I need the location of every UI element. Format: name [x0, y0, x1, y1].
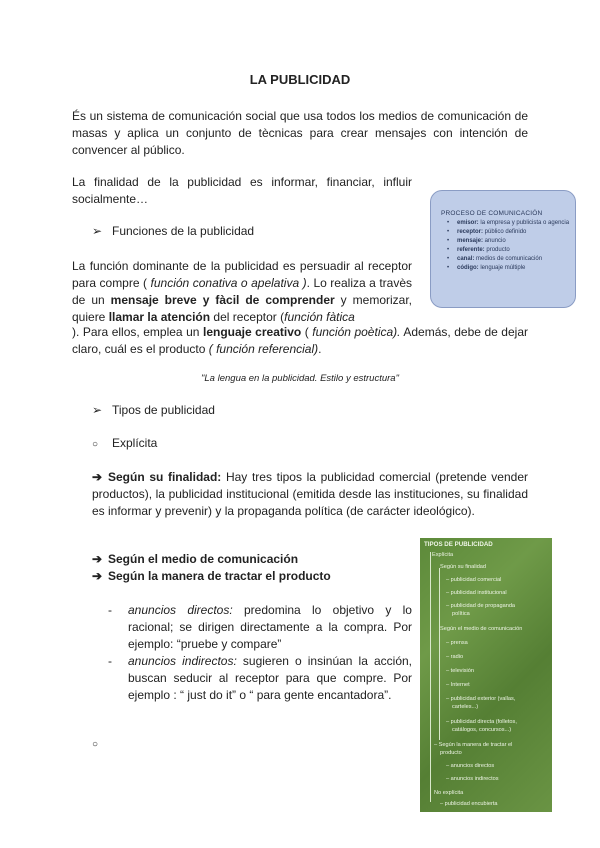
segun-medio-item: ➔ Según el medio de comunicación: [92, 552, 299, 566]
explicita-item: ○ Explícita: [92, 436, 158, 450]
tipos-image-line: – publicidad comercial: [446, 577, 502, 583]
tipos-heading: ➢ Tipos de publicidad: [92, 403, 215, 417]
tipos-image-title: TIPOS DE PUBLICIDAD: [424, 541, 493, 548]
finalidad-paragraph: La finalidad de la publicidad es informar, financiar, influir socialmente…: [72, 175, 413, 206]
page-title: LA PUBLICIDAD: [249, 72, 351, 87]
tipos-image-line: – televisión: [446, 668, 474, 674]
tipos-image-line: Explícita: [432, 552, 454, 558]
tipos-image-line: – publicidad encubierta: [440, 801, 498, 807]
tipos-image-line: – publicidad exterior (vallas,: [446, 696, 516, 702]
tipos-image-line: Según su finalidad: [440, 564, 487, 570]
arrowhead-bullet-icon: ➢: [92, 224, 103, 238]
tipos-image-line: catálogos, concursos...): [452, 727, 512, 733]
tipos-image-line: – prensa: [446, 640, 468, 646]
intro-paragraph: És un sistema de comunicación social que usa todos los medios de comunicación de masas y aplica un conjunto de tècnicas para crear mensajes con intención de convencer al público.: [72, 109, 528, 157]
funcion-paragraph: La función dominante de la publicidad es persuadir al receptor para compre ( función conativa o apelativa ). Lo realiza a travès de un mensaje breve y fàcil de comprender y memorizar, quiere llamar la atención del receptor (función fàtica: [72, 259, 413, 324]
tipos-image-line: – publicidad directa (folletos,: [446, 719, 517, 725]
anuncios-indirectos-item: - anuncios indirectos: sugieren o insinúan la acción, buscan seducir al receptor para que compre. Por ejemplo : “ just do it” o “ para gente encantadora”.: [108, 654, 412, 702]
proceso-item: • canal: medios de comunicación: [447, 255, 571, 264]
tipos-image-line: carteles...): [452, 704, 479, 710]
circle-bullet-icon: ○: [92, 739, 99, 750]
arrow-icon: ➔: [92, 470, 103, 484]
circle-bullet-icon: ○: [92, 439, 99, 450]
tipos-image-line: Según el medio de comunicación: [440, 626, 523, 632]
empty-circle-item: [92, 736, 112, 750]
funcion-paragraph-cont: ). Para ellos, emplea un lenguaje creativo ( función poètica). Además, debe de dejar claro, cuál es el producto ( función referencial).: [72, 325, 528, 356]
anuncios-directos-item: - anuncios directos: predomina lo objetivo y lo racional; se dirigen directamente a la compra. Por ejemplo: “pruebe y compare”: [108, 603, 412, 651]
dash-bullet-icon: -: [108, 654, 112, 668]
proceso-list: [447, 219, 571, 273]
segun-manera-item: ➔ Según la manera de tractar el producto: [92, 569, 331, 583]
proceso-title: PROCESO DE COMUNICACIÓN: [441, 210, 543, 217]
tipos-image-line: – publicidad institucional: [446, 590, 507, 596]
tipos-image-line: – anuncios directos: [446, 763, 495, 769]
tipos-image-line: política: [452, 611, 470, 617]
proceso-comunicacion-box: [430, 190, 576, 308]
tipos-image-line: – Internet: [446, 682, 470, 688]
proceso-item: • referente: producto: [447, 246, 571, 255]
arrowhead-bullet-icon: ➢: [92, 403, 103, 417]
quote-caption: "La lengua en la publicidad. Estilo y estructura": [201, 373, 399, 384]
segun-finalidad-paragraph: ➔ Según su finalidad: Hay tres tipos la publicidad comercial (pretende vender productos), la publicidad institucional (emitida desde las instituciones, su finalidad es informar y prevenir) y la propaganda política (de carácter ideológico).: [92, 470, 529, 518]
dash-bullet-icon: -: [108, 603, 112, 617]
tipos-image-line: – publicidad de propaganda: [446, 603, 516, 609]
proceso-item: • mensaje: anuncio: [447, 237, 571, 246]
tipos-image-line: – anuncios indirectos: [446, 776, 499, 782]
arrow-icon: ➔: [92, 569, 103, 583]
proceso-item: • receptor: público definido: [447, 228, 571, 237]
tipos-image-line: – Según la manera de tractar el: [434, 742, 513, 748]
tipos-image-line: producto: [440, 750, 462, 756]
funciones-heading: ➢ Funciones de la publicidad: [92, 224, 255, 238]
arrow-icon: ➔: [92, 552, 103, 566]
proceso-item: • emisor: la empresa y publicista o agencia: [447, 219, 571, 228]
tipos-image-line: No explícita: [434, 790, 464, 796]
proceso-item: • código: lenguaje múltiple: [447, 264, 571, 273]
tipos-image-line: – radio: [446, 654, 464, 660]
tipos-publicidad-image: [420, 538, 552, 812]
